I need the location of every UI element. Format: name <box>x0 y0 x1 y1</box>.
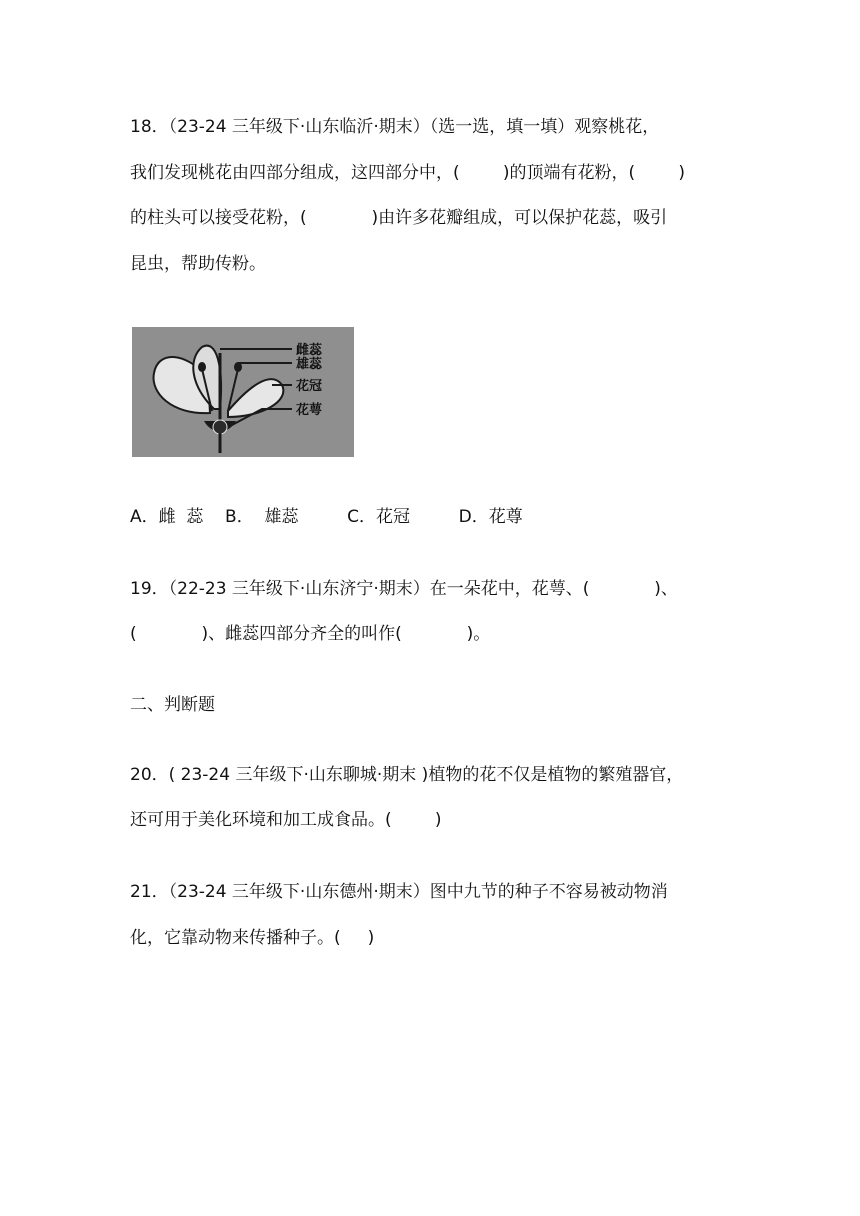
figure-label: 雌蕊 <box>296 343 323 358</box>
q18-line-1: 18．（23-24 三年级下·山东临沂·期末）（选一选，填一填）观察桃花， <box>130 117 660 137</box>
q20-line-1: 20．( 23-24 三年级下·山东聊城·期末 )植物的花不仅是植物的繁殖器官， <box>130 765 684 785</box>
q18-line-2: 我们发现桃花由四部分组成，这四部分中，( )的顶端有花粉，( ) <box>130 163 685 183</box>
anther-left <box>198 362 206 372</box>
q19-line-1: 19．（22-23 三年级下·山东济宁·期末）在一朵花中，花萼、( )、 <box>130 579 678 599</box>
q18-line-4: 昆虫，帮助传粉。 <box>130 254 266 274</box>
q21-line-2: 化，它靠动物来传播种子。( ) <box>130 928 375 948</box>
figure-label: 花冠 <box>296 379 323 394</box>
q21-line-1: 21．（23-24 三年级下·山东德州·期末）图中九节的种子不容易被动物消 <box>130 882 668 902</box>
figure-label: 花萼 <box>296 403 323 418</box>
q20-line-2: 还可用于美化环境和加工成食品。( ) <box>130 810 442 830</box>
q19-line-2: ( )、雌蕊四部分齐全的叫作( )。 <box>130 624 491 644</box>
figure-label: 雄蕊 <box>296 357 323 372</box>
section-title: 二、判断题 <box>130 695 215 715</box>
ovary <box>213 420 227 434</box>
q18-options: A．雌 蕊 B． 雄蕊 C．花冠 D．花尊 <box>130 507 523 527</box>
flower-diagram-svg <box>132 325 356 459</box>
q18-line-3: 的柱头可以接受花粉，( )由许多花瓣组成，可以保护花蕊，吸引 <box>130 208 668 228</box>
flower-diagram <box>132 325 356 459</box>
